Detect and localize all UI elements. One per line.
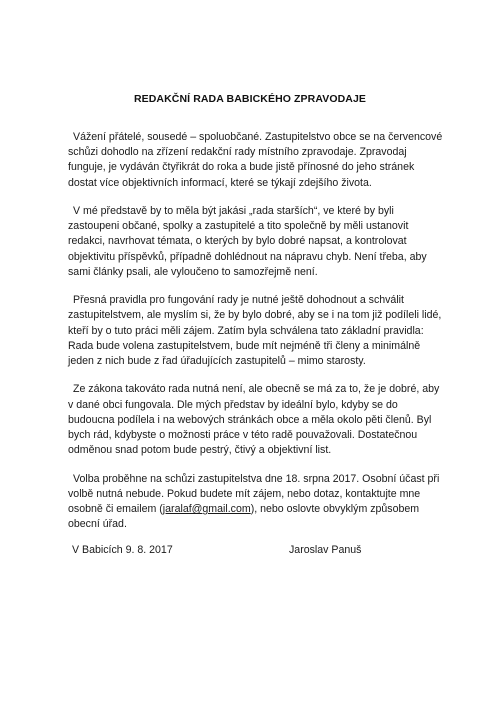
text-line: Volba proběhne na schůzi zastupitelstva dne 18. srpna 2017. Osobní účast při [73,472,440,485]
paragraph-greeting [68,130,456,191]
email-prefix: osobně či emailem ( [68,503,163,516]
document-title: REDAKČNÍ RADA BABICKÉHO ZPRAVODAJE [133,93,367,105]
text-line: odměnou snad potom bude pestrý, čtivý a objektivní list. [68,444,332,457]
text-line: dostat více objektivních informací, které se týkají zdejšího života. [68,176,372,189]
place-date: V Babicích 9. 8. 2017 [72,544,173,556]
text-line: redakci, navrhovat témata, o kterých by bylo dobré napsat, a kontrolovat [68,235,407,248]
paragraph-council-idea [68,204,456,280]
text-line: budoucna podílela i na webových stránkách obce a měla okolo pěti členů. Byl [68,413,432,426]
text-line: schůzi dohodlo na zřízení redakční rady místního zpravodaje. Zpravodaj [68,146,407,159]
text-line: sami články psali, ale vyloučeno to samozřejmě není. [68,265,318,278]
text-line: objektivitu příspěvků, případně dohlédnout na nápravu chyb. Není třeba, aby [68,250,427,263]
text-line-with-email [68,502,456,517]
text-line: bych rád, kdybyste o možnosti práce v této radě pouvažovali. Dostatečnou [68,429,418,442]
text-line: funguje, je vydáván čtyřikrát do roka a bude jistě přínosné do jeho stránek [68,161,415,174]
text-line: V mé představě by to měla být jakási „rada starších“, ve které by byli [73,205,394,217]
text-line: v dané obci fungovala. Dle mých představ by ideální bylo, kdyby se do [68,398,398,411]
email-link[interactable]: jaralaf@gmail.com [162,503,251,516]
document-body [68,130,456,546]
paragraph-law [68,382,456,458]
text-line: zastoupeni občané, spolky a zastupitelé a tito společně by měli ustanovit [68,220,409,233]
paragraph-election [68,472,456,533]
author-name: Jaroslav Panuš [289,544,362,556]
email-suffix: ), nebo oslovte obvyklým způsobem [250,503,420,516]
paragraph-rules [68,293,456,369]
text-line: zastupitelstvem, ale myslím si, že by bylo dobré, aby se i na tom již podíleli lidé, [68,309,442,322]
text-line: jeden z nich bude z řad úřadujících zastupitelů – mimo starosty. [68,355,366,368]
text-line: Vážení přátelé, sousedé – spoluobčané. Zastupitelstvo obce se na červencové [73,131,443,143]
text-line: obecní úřad. [68,518,127,531]
text-line: Přesná pravidla pro fungování rady je nutné ještě dohodnout a schválit [73,294,404,307]
text-line: Rada bude volena zastupitelstvem, bude mít nejméně tři členy a minimálně [68,339,421,352]
text-line: Ze zákona takováto rada nutná není, ale obecně se má za to, že je dobré, aby [73,383,440,396]
text-line: kteří by o tuto práci měli zájem. Zatím byla schválena tato základní pravidla: [68,324,424,337]
text-line: volbě nutná nebude. Pokud budete mít zájem, nebo dotaz, kontaktujte mne [68,487,421,500]
